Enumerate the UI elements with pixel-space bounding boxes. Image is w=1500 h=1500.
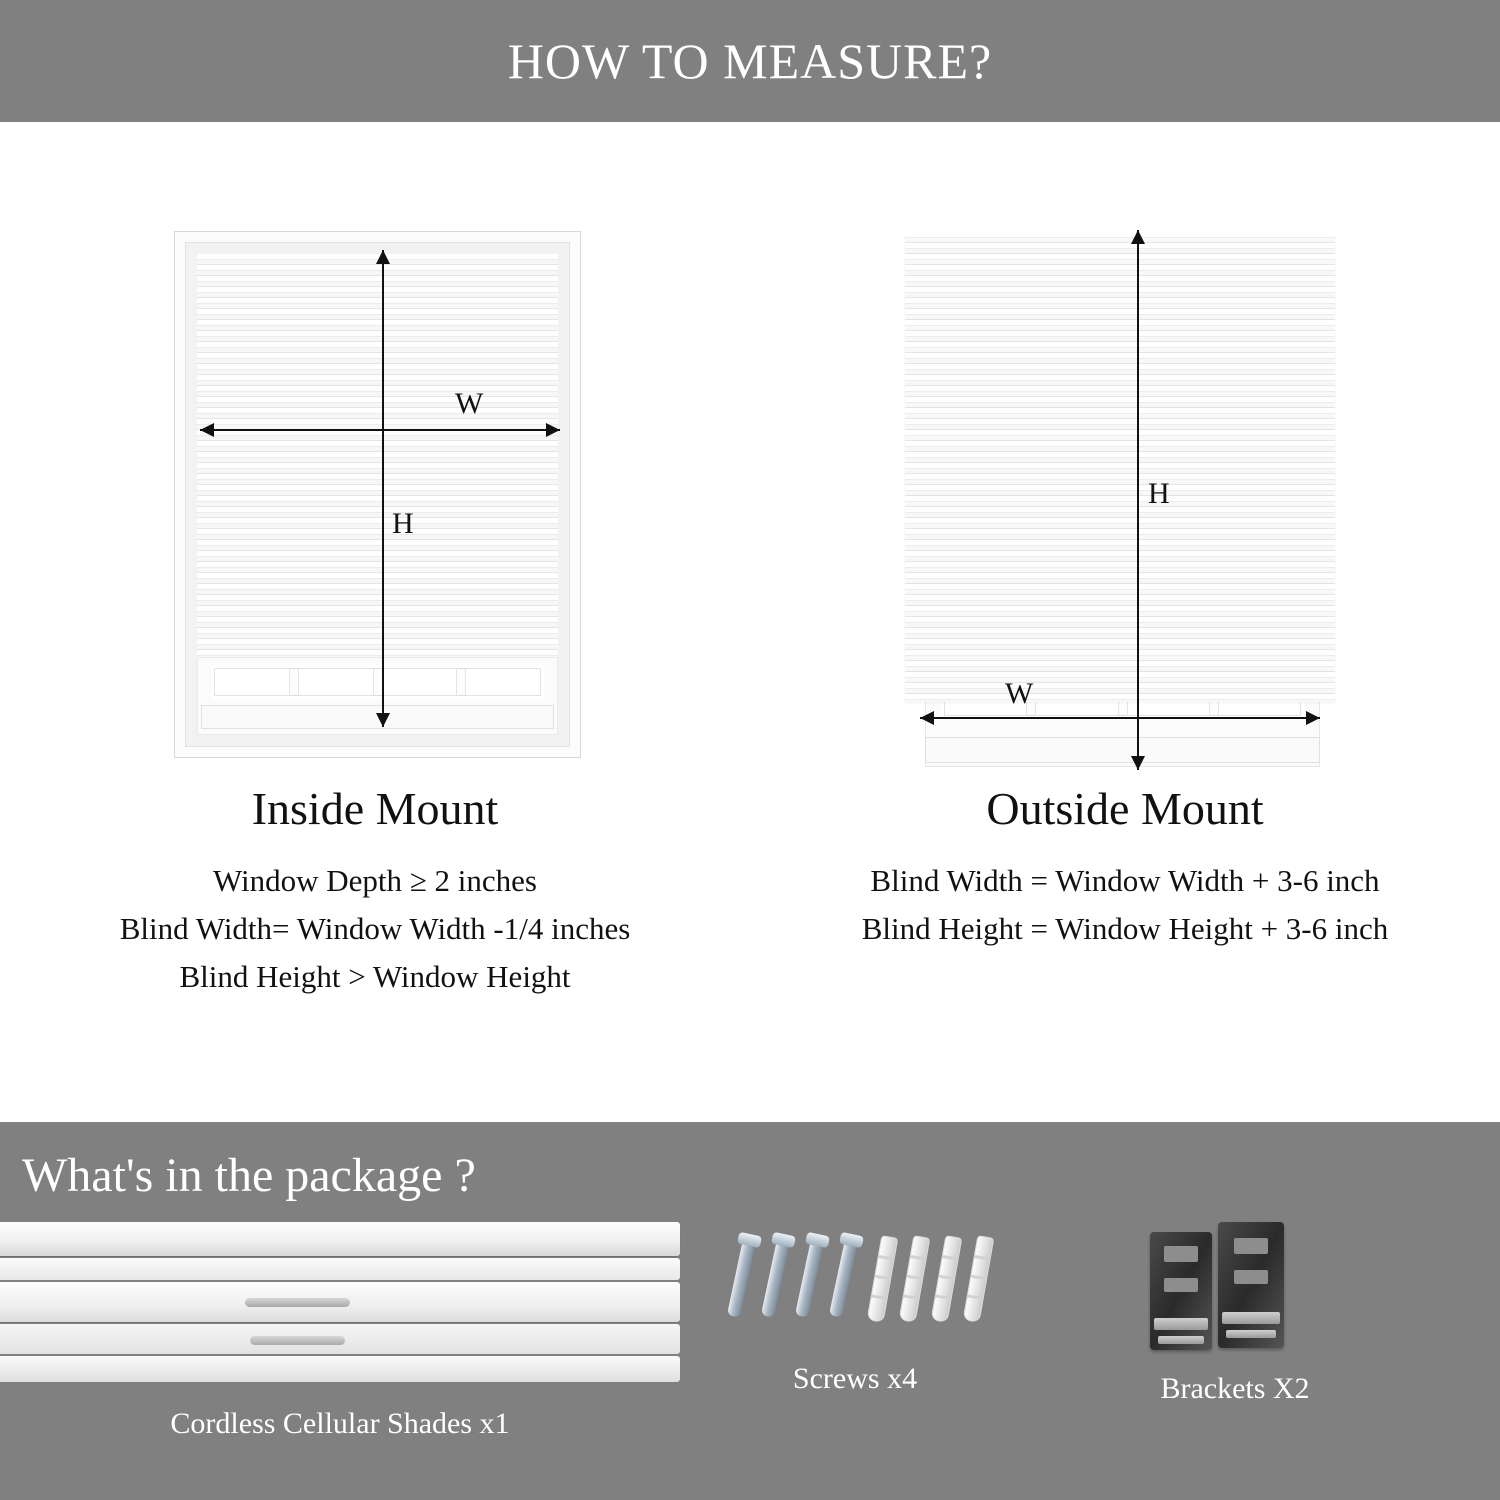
how-to-measure-section bbox=[0, 122, 1500, 1122]
package-item-label-shade: Cordless Cellular Shades x1 bbox=[170, 1407, 510, 1440]
inside-mount-title: Inside Mount bbox=[251, 783, 499, 834]
inside-mount-block bbox=[0, 122, 750, 1122]
inside-mount-height-label: H bbox=[392, 507, 414, 540]
wall-anchor-icon bbox=[931, 1235, 963, 1323]
inside-mount-note: Blind Height > Window Height bbox=[179, 959, 571, 994]
window-sill-ledge bbox=[925, 737, 1320, 763]
inside-mount-height-arrow bbox=[375, 250, 391, 727]
outside-mount-height-label: H bbox=[1148, 477, 1170, 510]
package-title: What's in the package ? bbox=[22, 1149, 476, 1202]
screw-icon bbox=[761, 1239, 790, 1318]
screw-icon bbox=[829, 1239, 858, 1318]
shade-rail bbox=[0, 1356, 680, 1382]
outside-mount-notes bbox=[750, 857, 1500, 953]
outside-mount-width-label: W bbox=[1005, 677, 1034, 710]
glass-pane bbox=[382, 668, 458, 696]
outside-mount-title: Outside Mount bbox=[986, 783, 1264, 834]
outside-mount-shade-fabric bbox=[905, 232, 1335, 702]
package-contents-section bbox=[0, 1122, 1500, 1500]
shade-rail bbox=[0, 1282, 680, 1322]
screw-icon bbox=[795, 1239, 824, 1318]
glass-pane bbox=[298, 668, 374, 696]
outside-mount-height-arrow bbox=[1130, 230, 1146, 770]
outside-mount-note: Blind Width = Window Width + 3-6 inch bbox=[870, 863, 1380, 898]
package-item-label-brackets: Brackets X2 bbox=[1160, 1372, 1310, 1405]
screw-icon bbox=[727, 1239, 756, 1318]
glass-pane bbox=[214, 668, 290, 696]
bracket-icon bbox=[1150, 1232, 1212, 1350]
page-title: HOW TO MEASURE? bbox=[507, 33, 993, 89]
outside-mount-block bbox=[750, 122, 1500, 1122]
shade-rail bbox=[0, 1324, 680, 1354]
cordless-cellular-shade-product-image bbox=[0, 1222, 680, 1382]
shade-handle bbox=[245, 1298, 350, 1307]
shade-handle bbox=[250, 1336, 345, 1345]
outside-mount-note: Blind Height = Window Height + 3-6 inch bbox=[861, 911, 1389, 946]
outside-mount-width-arrow bbox=[920, 710, 1320, 726]
inside-mount-note: Window Depth ≥ 2 inches bbox=[213, 863, 537, 898]
inside-mount-note: Blind Width= Window Width -1/4 inches bbox=[119, 911, 631, 946]
wall-anchor-icon bbox=[867, 1235, 899, 1323]
inside-mount-notes bbox=[0, 857, 750, 1001]
wall-anchor-icon bbox=[963, 1235, 995, 1323]
glass-pane bbox=[465, 668, 541, 696]
shade-rail bbox=[0, 1222, 680, 1256]
screws-illustration bbox=[735, 1232, 885, 1352]
bracket-icon bbox=[1218, 1222, 1284, 1348]
brackets-illustration bbox=[1140, 1212, 1330, 1362]
wall-anchors-illustration bbox=[868, 1230, 1008, 1350]
header-banner bbox=[0, 0, 1500, 122]
wall-anchor-icon bbox=[899, 1235, 931, 1323]
inside-mount-width-label: W bbox=[455, 387, 484, 420]
shade-rail bbox=[0, 1258, 680, 1280]
package-item-label-screws: Screws x4 bbox=[792, 1362, 918, 1395]
